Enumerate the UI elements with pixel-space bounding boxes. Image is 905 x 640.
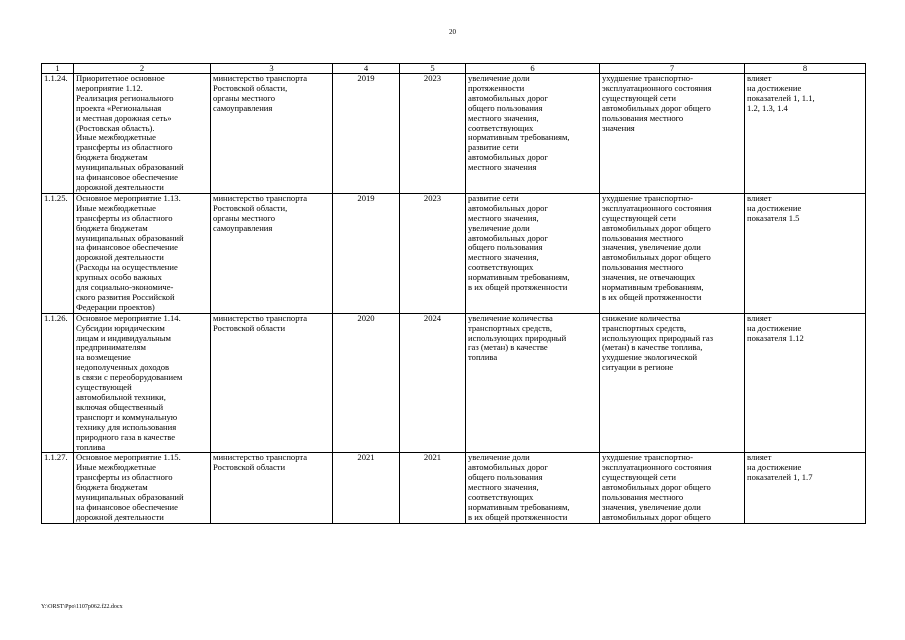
cell-indicators: влияет на достижение показателей 1, 1.7	[745, 453, 866, 523]
cell-measure: Основное мероприятие 1.15. Иные межбюджетные трансферты из областного бюджета бюджетам муниципальных образований на финансовое обеспечение дорожной деятельности	[74, 453, 211, 523]
cell-executor: министерство транспорта Ростовской области	[211, 453, 333, 523]
cell-indicators: влияет на достижение показателя 1.5	[745, 193, 866, 313]
col-header-2: 2	[74, 64, 211, 74]
cell-end-year: 2021	[400, 453, 466, 523]
cell-measure: Основное мероприятие 1.13. Иные межбюджетные трансферты из областного бюджета бюджетам муниципальных образований на финансовое обеспечение дорожной деятельности (Расходы на осуществление крупных особо важных для социально-экономиче- ского развития Российской Федерации проектов)	[74, 193, 211, 313]
cell-consequences: ухудшение транспортно- эксплуатационного состояния существующей сети автомобильных дорог общего пользования местного значения, увеличение доли автомобильных дорог общего	[600, 453, 745, 523]
header-row	[42, 64, 866, 74]
page-number: 20	[449, 28, 456, 36]
measures-table	[41, 63, 866, 524]
col-header-7: 7	[600, 64, 745, 74]
cell-expected-result: увеличение количества транспортных средств, использующих природный газ (метан) в качестве топлива	[466, 313, 600, 453]
cell-number: 1.1.27.	[42, 453, 74, 523]
cell-start-year: 2020	[333, 313, 400, 453]
cell-start-year: 2019	[333, 74, 400, 194]
table-row	[42, 453, 866, 523]
cell-measure: Приоритетное основное мероприятие 1.12. Реализация регионального проекта «Региональная и местная дорожная сеть» (Ростовская область). Иные межбюджетные трансферты из областного бюджета бюджетам муниципальных образований на финансовое обеспечение дорожной деятельности	[74, 74, 211, 194]
col-header-8: 8	[745, 64, 866, 74]
col-header-5: 5	[400, 64, 466, 74]
cell-executor: министерство транспорта Ростовской области	[211, 313, 333, 453]
cell-end-year: 2023	[400, 74, 466, 194]
cell-expected-result: увеличение доли автомобильных дорог общего пользования местного значения, соответствующих нормативным требованиям, в их общей протяженности	[466, 453, 600, 523]
table-row	[42, 313, 866, 453]
cell-indicators: влияет на достижение показателя 1.12	[745, 313, 866, 453]
cell-indicators: влияет на достижение показателей 1, 1.1, 1.2, 1.3, 1.4	[745, 74, 866, 194]
cell-consequences: ухудшение транспортно- эксплуатационного состояния существующей сети автомобильных дорог общего пользования местного значения, увеличение доли автомобильных дорог общего пользования местного значения, не отвечающих нормативным требованиям, в их общей протяженности	[600, 193, 745, 313]
cell-start-year: 2019	[333, 193, 400, 313]
cell-consequences: ухудшение транспортно- эксплуатационного состояния существующей сети автомобильных дорог общего пользования местного значения	[600, 74, 745, 194]
cell-executor: министерство транспорта Ростовской области, органы местного самоуправления	[211, 193, 333, 313]
col-header-1: 1	[42, 64, 74, 74]
cell-end-year: 2023	[400, 193, 466, 313]
cell-expected-result: увеличение доли протяженности автомобильных дорог общего пользования местного значения, соответствующих нормативным требованиям, развитие сети автомобильных дорог местного значения	[466, 74, 600, 194]
cell-measure: Основное мероприятие 1.14. Субсидии юридическим лицам и индивидуальным предпринимателям на возмещение недополученных доходов в связи с переоборудованием существующей автомобильной техники, включая общественный транспорт и коммунальную технику для использования природного газа в качестве топлива	[74, 313, 211, 453]
cell-number: 1.1.24.	[42, 74, 74, 194]
cell-end-year: 2024	[400, 313, 466, 453]
cell-expected-result: развитие сети автомобильных дорог местного значения, увеличение доли автомобильных дорог общего пользования местного значения, соответствующих нормативным требованиям, в их общей протяженности	[466, 193, 600, 313]
col-header-3: 3	[211, 64, 333, 74]
table-row	[42, 74, 866, 194]
cell-executor: министерство транспорта Ростовской области, органы местного самоуправления	[211, 74, 333, 194]
cell-start-year: 2021	[333, 453, 400, 523]
col-header-6: 6	[466, 64, 600, 74]
cell-consequences: снижение количества транспортных средств, использующих природный газ (метан) в качестве топлива, ухудшение экологической ситуации в регионе	[600, 313, 745, 453]
footer-file-path: Y:\ORST\Ppo\1107p062.f22.docx	[41, 604, 123, 610]
col-header-4: 4	[333, 64, 400, 74]
cell-number: 1.1.25.	[42, 193, 74, 313]
cell-number: 1.1.26.	[42, 313, 74, 453]
table-row	[42, 193, 866, 313]
